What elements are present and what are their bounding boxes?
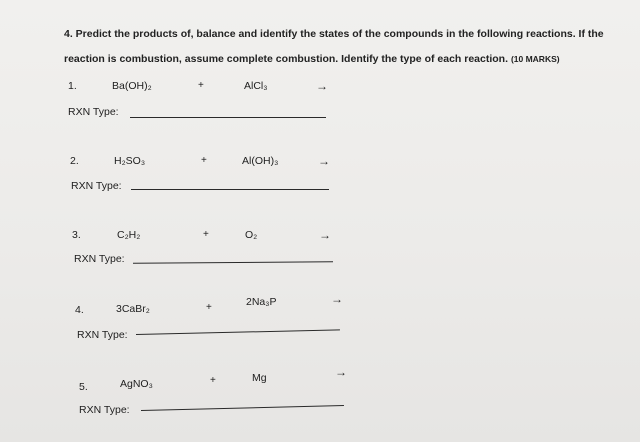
- reaction-arrow: →: [319, 228, 331, 242]
- reactant-1: H₂SO₃: [114, 155, 146, 167]
- reaction-number: 4.: [75, 304, 84, 316]
- reaction-arrow: →: [331, 292, 343, 306]
- rxn-type-label-5: RXN Type:: [79, 404, 130, 416]
- reactant-2: AlCl₃: [244, 80, 268, 92]
- reactant-2: 2Na₃P: [246, 296, 277, 308]
- plus-sign: +: [198, 80, 204, 91]
- reaction-arrow: →: [335, 365, 347, 379]
- reactant-2: O₂: [245, 229, 258, 241]
- reactant-1: AgNO₃: [120, 378, 153, 390]
- question-instructions: [64, 22, 624, 72]
- rxn-type-answer-line-5[interactable]: [141, 405, 344, 411]
- reactant-1: Ba(OH)₂: [112, 80, 152, 92]
- reactant-1: C₂H₂: [117, 229, 141, 241]
- reaction-arrow: →: [316, 79, 328, 93]
- marks-label: (10 MARKS): [510, 54, 560, 64]
- rxn-type-answer-line-1[interactable]: [130, 117, 326, 118]
- rxn-type-answer-line-4[interactable]: [136, 329, 340, 335]
- reaction-number: 5.: [79, 381, 88, 393]
- reaction-arrow: →: [318, 154, 330, 168]
- reactant-2: Mg: [252, 372, 267, 384]
- rxn-type-answer-line-3[interactable]: [133, 261, 333, 263]
- rxn-type-label-4: RXN Type:: [77, 329, 128, 341]
- plus-sign: +: [210, 375, 216, 386]
- reaction-number: 1.: [68, 80, 77, 92]
- instructions-text: 4. Predict the products of, balance and identify the states of the compounds in the following reactions. If the reaction is combustion, assume complete combustion. Identify the type of each reaction.: [64, 28, 604, 65]
- plus-sign: +: [201, 155, 207, 166]
- rxn-type-label-1: RXN Type:: [68, 106, 119, 118]
- reactant-1: 3CaBr₂: [116, 303, 150, 315]
- reaction-number: 2.: [70, 155, 79, 167]
- rxn-type-answer-line-2[interactable]: [131, 189, 329, 190]
- plus-sign: +: [206, 302, 212, 313]
- reaction-number: 3.: [72, 229, 81, 241]
- rxn-type-label-2: RXN Type:: [71, 180, 122, 192]
- plus-sign: +: [203, 229, 209, 240]
- reactant-2: Al(OH)₃: [242, 155, 279, 167]
- rxn-type-label-3: RXN Type:: [74, 253, 125, 265]
